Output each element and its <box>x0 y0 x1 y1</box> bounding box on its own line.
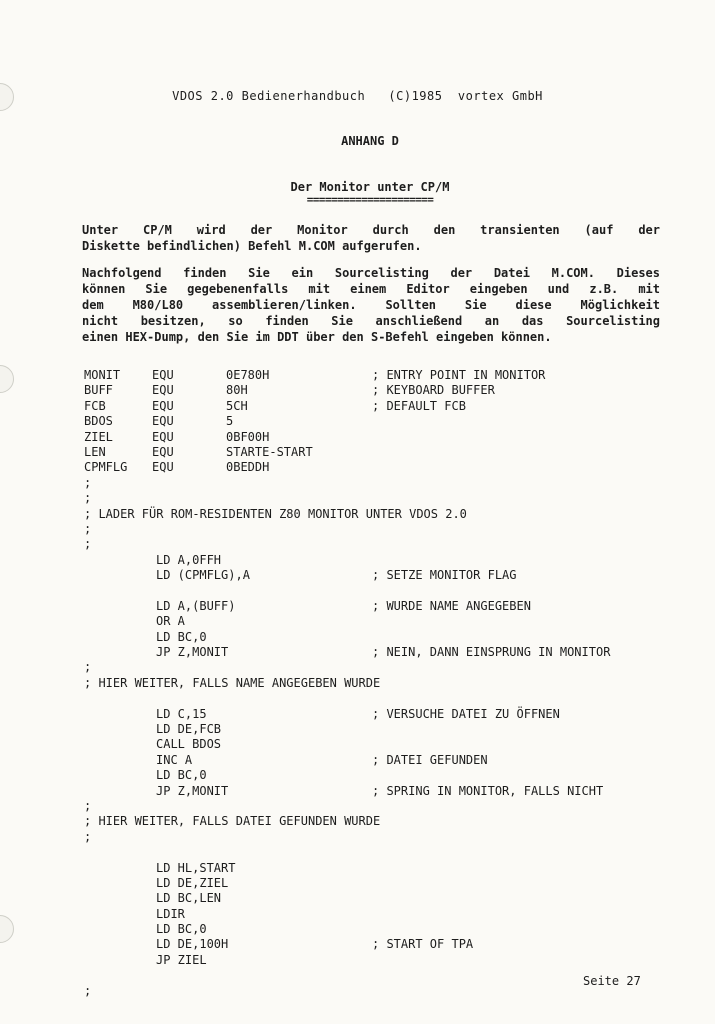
intro-paragraph <box>82 222 660 254</box>
instruction: LD DE,ZIEL <box>156 875 229 890</box>
equate-label: CPMFLG <box>84 460 128 475</box>
name-comment: ; HIER WEITER, FALLS NAME ANGEGEBEN WURDE <box>84 675 381 690</box>
equate-value: 80H <box>226 383 248 398</box>
equate-value: 0E780H <box>226 368 270 382</box>
comment-marker: ; <box>84 491 92 506</box>
equate-op: EQU <box>152 368 174 382</box>
instruction: LDIR <box>156 906 185 921</box>
equate-label: LEN <box>84 444 106 459</box>
appendix-heading: ANHANG D <box>341 134 399 148</box>
equate-comment: ; DEFAULT FCB <box>372 398 466 413</box>
instruction: JP ZIEL <box>156 952 207 967</box>
paragraph-line: Diskette befindlichen) Befehl M.COM aufgerufen. <box>82 239 422 253</box>
equate-value: 0BEDDH <box>226 460 270 475</box>
paragraph-line: Unter CP/M wird der Monitor durch den transienten (auf der <box>82 223 660 237</box>
instruction: LD HL,START <box>156 860 236 875</box>
equate-op: EQU <box>152 429 174 444</box>
comment-marker: ; <box>84 798 92 813</box>
running-header: VDOS 2.0 Bedienerhandbuch (C)1985 vortex GmbH <box>172 89 543 103</box>
instruction: LD (CPMFLG),A <box>156 568 250 583</box>
comment-marker: ; <box>84 521 92 536</box>
comment-marker: ; <box>84 537 92 552</box>
instruction: LD BC,0 <box>156 768 207 783</box>
equate-label: ZIEL <box>84 429 113 444</box>
lader-comment: ; LADER FÜR ROM-RESIDENTEN Z80 MONITOR UNTER VDOS 2.0 <box>84 506 467 521</box>
title-underline: ===================== <box>306 193 434 206</box>
paragraph-line: können Sie gegebenenfalls mit einem Editor eingeben und z.B. mit <box>82 282 660 296</box>
listing-paragraph <box>82 265 660 345</box>
punch-hole <box>0 365 14 393</box>
equate-label: BUFF <box>84 383 113 398</box>
instruction: LD A,(BUFF) <box>156 598 236 613</box>
instruction: LD DE,100H <box>156 937 229 952</box>
equate-label: BDOS <box>84 414 113 429</box>
comment-marker: ; <box>84 983 92 998</box>
instruction-comment: ; NEIN, DANN EINSPRUNG IN MONITOR <box>372 645 611 660</box>
instruction: LD DE,FCB <box>156 721 222 736</box>
equate-comment: ; KEYBOARD BUFFER <box>372 383 495 398</box>
instruction-comment: ; VERSUCHE DATEI ZU ÖFFNEN <box>372 706 560 721</box>
instruction: LD BC,0 <box>156 922 207 937</box>
section-title: Der Monitor unter CP/M <box>290 180 450 194</box>
instruction: JP Z,MONIT <box>156 783 229 798</box>
instruction: INC A <box>156 752 193 767</box>
comment-marker: ; <box>84 660 92 675</box>
equate-op: EQU <box>152 398 174 413</box>
comment-marker: ; <box>84 475 92 490</box>
equate-op: EQU <box>152 444 174 459</box>
equate-value: STARTE-START <box>226 444 313 459</box>
equate-value: 5 <box>226 414 234 429</box>
equate-op: EQU <box>152 414 174 429</box>
instruction-comment: ; DATEI GEFUNDEN <box>372 752 488 767</box>
instruction-comment: ; START OF TPA <box>372 937 474 952</box>
equate-value: 5CH <box>226 398 248 413</box>
equate-comment: ; ENTRY POINT IN MONITOR <box>372 368 546 382</box>
instruction: CALL BDOS <box>156 737 222 752</box>
equate-value: 0BF00H <box>226 429 270 444</box>
comment-marker: ; <box>84 829 92 844</box>
paragraph-line: nicht besitzen, so finden Sie anschließend an das Sourcelisting <box>82 314 660 328</box>
instruction: LD BC,LEN <box>156 891 222 906</box>
instruction: LD C,15 <box>156 706 207 721</box>
instruction: OR A <box>156 614 185 629</box>
equate-label: FCB <box>84 398 106 413</box>
equate-op: EQU <box>152 383 174 398</box>
instruction: JP Z,MONIT <box>156 645 229 660</box>
instruction: LD A,0FFH <box>156 552 222 567</box>
paragraph-line: Nachfolgend finden Sie ein Sourcelisting der Datei M.COM. Dieses <box>82 266 660 280</box>
equate-label: MONIT <box>84 368 121 382</box>
equate-op: EQU <box>152 460 174 475</box>
page-number: Seite 27 <box>583 974 641 988</box>
paragraph-line: dem M80/L80 assemblieren/linken. Sollten Sie diese Möglichkeit <box>82 298 660 312</box>
punch-hole <box>0 915 14 943</box>
instruction-comment: ; WURDE NAME ANGEGEBEN <box>372 598 531 613</box>
datei-comment: ; HIER WEITER, FALLS DATEI GEFUNDEN WURDE <box>84 814 381 829</box>
instruction: LD BC,0 <box>156 629 207 644</box>
paragraph-line: einen HEX-Dump, den Sie im DDT über den S-Befehl eingeben können. <box>82 330 552 344</box>
instruction-comment: ; SPRING IN MONITOR, FALLS NICHT <box>372 783 604 798</box>
instruction-comment: ; SETZE MONITOR FLAG <box>372 568 517 583</box>
